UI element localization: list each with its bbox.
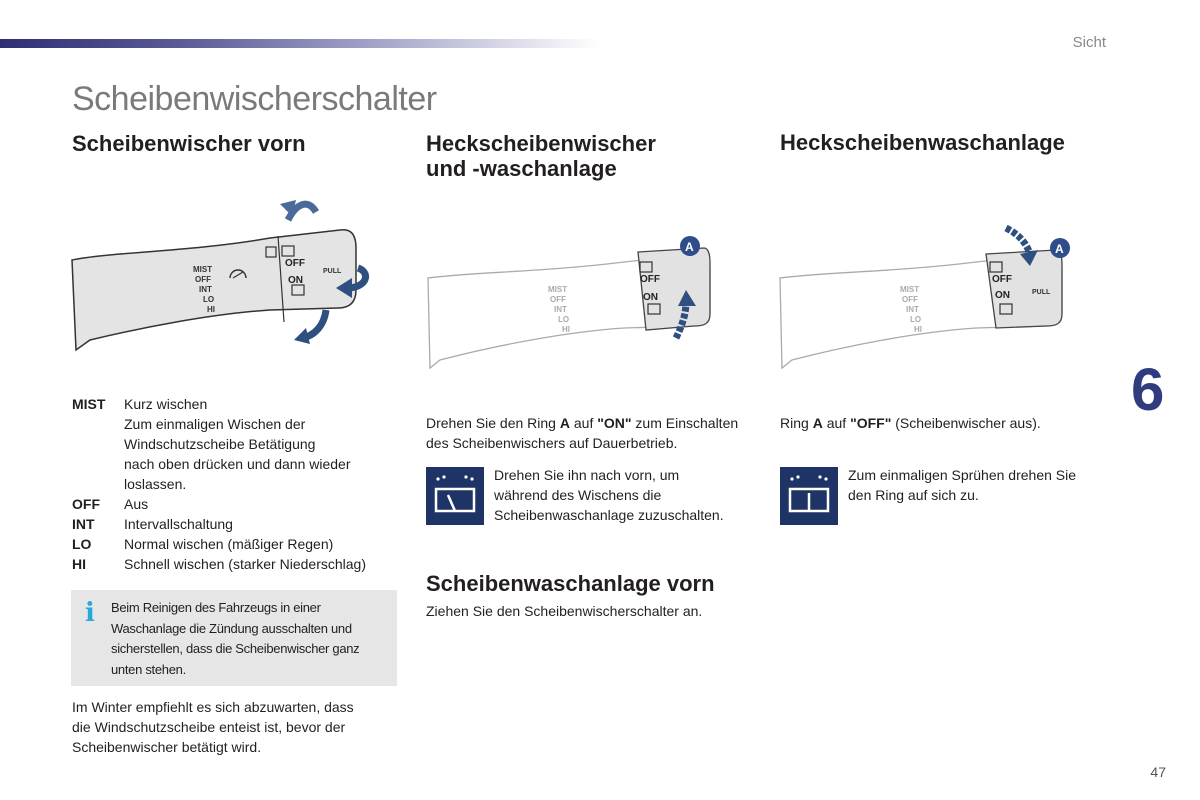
wiper-mode-description: Normal wischen (mäßiger Regen) bbox=[124, 536, 334, 552]
wiper-mode-row bbox=[72, 394, 402, 414]
info-box bbox=[71, 590, 397, 686]
wiper-mode-row bbox=[72, 434, 402, 454]
header-gradient-bar bbox=[0, 39, 600, 48]
svg-text:A: A bbox=[685, 240, 694, 254]
wiper-mode-row bbox=[72, 514, 402, 534]
svg-text:OFF: OFF bbox=[550, 295, 566, 304]
rear-wiper-lever-off-illustration bbox=[776, 224, 1076, 374]
svg-text:ON: ON bbox=[643, 292, 658, 303]
svg-text:LO: LO bbox=[558, 315, 570, 324]
wiper-mode-description: Aus bbox=[124, 496, 149, 512]
ring-on-label: ON bbox=[288, 275, 303, 286]
rear-washer-text: Drehen Sie ihn nach vorn, um während des Wischens die Scheibenwaschanlage zuzuschalten. bbox=[494, 467, 724, 523]
wiper-mode-term bbox=[72, 454, 124, 474]
wiper-mode-term bbox=[72, 474, 124, 494]
wiper-mode-row bbox=[72, 534, 402, 554]
chapter-number: 6 bbox=[1131, 356, 1165, 423]
front-washer-text: Ziehen Sie den Scheibenwischerschalter an. bbox=[426, 603, 703, 619]
info-icon: i bbox=[85, 598, 95, 628]
svg-text:OFF: OFF bbox=[902, 295, 918, 304]
heading-rear-wiper: Heckscheibenwischer und -waschanlage bbox=[426, 131, 656, 181]
svg-text:LO: LO bbox=[910, 315, 922, 324]
winter-note: Im Winter empfiehlt es sich abzuwarten, dass die Windschutzscheibe enteist ist, bevor der Scheibenwischer betätigt wird. bbox=[72, 699, 354, 755]
wiper-mode-term bbox=[72, 434, 124, 454]
wiper-mode-description: loslassen. bbox=[124, 476, 187, 492]
wiper-mode-row bbox=[72, 454, 402, 474]
wiper-mode-row bbox=[72, 494, 402, 514]
wiper-mode-term: MIST bbox=[72, 396, 106, 412]
svg-text:INT: INT bbox=[554, 305, 567, 314]
wiper-mode-row bbox=[72, 474, 402, 494]
svg-text:MIST: MIST bbox=[900, 285, 920, 294]
lever-label-mist: MIST bbox=[193, 265, 213, 274]
heading-front-washer: Scheibenwaschanlage vorn bbox=[426, 571, 715, 596]
svg-text:HI: HI bbox=[914, 325, 922, 334]
svg-text:A: A bbox=[1055, 242, 1064, 256]
lever-label-off: OFF bbox=[195, 275, 211, 284]
wiper-mode-term: HI bbox=[72, 556, 86, 572]
heading-front-wiper: Scheibenwischer vorn bbox=[72, 131, 306, 156]
svg-text:OFF: OFF bbox=[640, 274, 660, 285]
page-number: 47 bbox=[1150, 764, 1166, 780]
lever-label-hi: HI bbox=[207, 305, 215, 314]
wiper-mode-term: OFF bbox=[72, 496, 100, 512]
wiper-mode-term: LO bbox=[72, 536, 92, 552]
pull-label: PULL bbox=[323, 268, 342, 275]
page-title: Scheibenwischerschalter bbox=[72, 80, 437, 118]
info-text: Beim Reinigen des Fahrzeugs in einer Waschanlage die Zündung ausschalten und sicherstellen, dass die Scheibenwischer ganz unten stehen. bbox=[111, 600, 360, 677]
wiper-mode-description: Kurz wischen bbox=[124, 396, 208, 412]
wiper-mode-description: Schnell wischen (starker Niederschlag) bbox=[124, 556, 366, 572]
ring-off-label: OFF bbox=[285, 258, 305, 269]
heading-rear-washer: Heckscheibenwaschanlage bbox=[780, 130, 1065, 155]
svg-text:OFF: OFF bbox=[992, 274, 1012, 285]
rear-wiper-on-text: Drehen Sie den Ring A auf "ON" zum Einschalten des Scheibenwischers auf Dauerbetrieb. bbox=[426, 415, 739, 451]
wiper-mode-description: Windschutzscheibe Betätigung bbox=[124, 436, 316, 452]
wiper-mode-row bbox=[72, 414, 402, 434]
rear-washer-spray-text: Zum einmaligen Sprühen drehen Sie den Ring auf sich zu. bbox=[848, 467, 1077, 503]
wiper-mode-description: Zum einmaligen Wischen der bbox=[124, 416, 306, 432]
section-label: Sicht bbox=[1072, 34, 1106, 51]
rear-washer-off-text: Ring A auf "OFF" (Scheibenwischer aus). bbox=[780, 415, 1041, 431]
wiper-mode-description: nach oben drücken und dann wieder bbox=[124, 456, 351, 472]
wiper-modes-list bbox=[72, 394, 402, 574]
svg-text:HI: HI bbox=[562, 325, 570, 334]
rear-wiper-lever-on-illustration bbox=[424, 234, 724, 379]
wiper-mode-term: INT bbox=[72, 516, 95, 532]
arrow-rotate-toward-icon bbox=[1006, 228, 1030, 254]
wiper-mode-description: Intervallschaltung bbox=[124, 516, 233, 532]
svg-text:PULL: PULL bbox=[1032, 289, 1051, 296]
lever-label-lo: LO bbox=[203, 295, 215, 304]
lever-label-int: INT bbox=[199, 285, 212, 294]
front-wiper-lever-illustration bbox=[70, 190, 380, 360]
rear-washer-icon-2 bbox=[780, 467, 838, 525]
wiper-mode-term bbox=[72, 414, 124, 434]
svg-text:MIST: MIST bbox=[548, 285, 568, 294]
svg-text:INT: INT bbox=[906, 305, 919, 314]
wiper-mode-row bbox=[72, 554, 402, 574]
rear-washer-icon bbox=[426, 467, 484, 525]
svg-text:ON: ON bbox=[995, 290, 1010, 301]
